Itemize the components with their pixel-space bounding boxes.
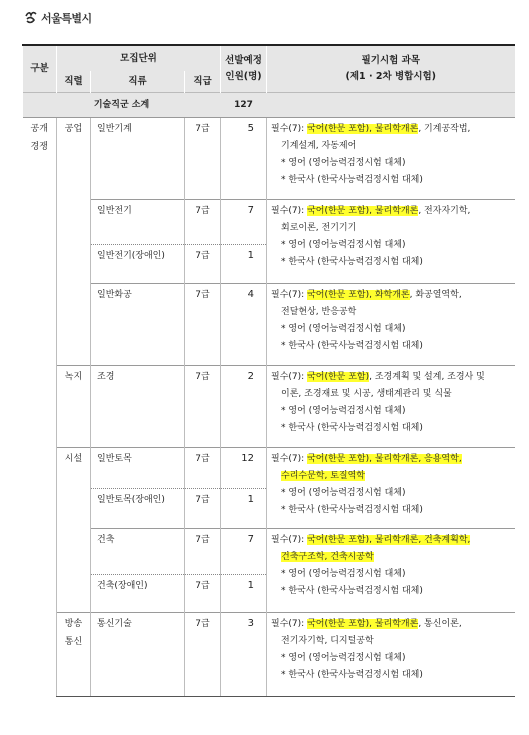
group-line1: 방송 [64,619,83,629]
header-subjects-line2: (제1 · 2차 병합시험) [345,71,437,82]
highlighted-subjects-line2: 건축구조학, 건축시공학 [281,552,374,562]
summary-empty [267,93,515,118]
subjects-rest: , 전자자기학, [418,206,471,216]
optional-english: * 영어 (영어능력검정시험 대체) [281,240,406,250]
header-count-line1: 선발예정 [225,55,262,66]
job-cell: 일반전기 [91,200,185,245]
header-category: 구분 [23,45,57,93]
optional-history: * 한국사 (한국사능력검정시험 대체) [281,423,423,433]
summary-count: 127 [221,93,267,118]
optional-history: * 한국사 (한국사능력검정시험 대체) [281,670,423,680]
job-cell: 일반기계 [91,118,185,200]
subjects-cell [267,613,515,697]
count-cell: 5 [221,118,267,200]
header-grade: 직급 [185,71,221,93]
optional-history: * 한국사 (한국사능력검정시험 대체) [281,505,423,515]
highlighted-subjects: 국어(한문 포함), 물리학개론 [307,206,419,216]
highlighted-subjects: 국어(한문 포함), 물리학개론, 응용역학, [307,454,462,464]
seoul-logo [24,10,92,26]
job-cell: 통신기술 [91,613,185,697]
highlighted-subjects: 국어(한문 포함), 화학개론 [307,290,410,300]
grade-cell: 7급 [185,366,221,448]
optional-english: * 영어 (영어능력검정시험 대체) [281,324,406,334]
required-label: 필수(7): [271,206,305,216]
subjects-cell [267,366,515,448]
grade-cell: 7급 [185,448,221,489]
count-cell: 7 [221,200,267,245]
group-cell: 시설 [57,448,91,613]
grade-cell: 7급 [185,245,221,284]
seoul-symbol-icon [24,11,38,25]
subjects-cell [267,529,515,613]
required-label: 필수(7): [271,124,305,134]
group-cell [57,613,91,697]
subjects-rest: , 기계공작법, [418,124,471,134]
required-label: 필수(7): [271,535,305,545]
category-line2: 경쟁 [30,142,48,152]
count-cell: 4 [221,284,267,366]
table-row [23,200,515,245]
count-cell: 2 [221,366,267,448]
header-count [221,45,267,93]
required-label: 필수(7): [271,290,305,300]
subjects-rest: , 통신이론, [418,619,462,629]
grade-cell: 7급 [185,529,221,575]
optional-english: * 영어 (영어능력검정시험 대체) [281,406,406,416]
optional-english: * 영어 (영어능력검정시험 대체) [281,158,406,168]
highlighted-subjects: 국어(한문 포함), 물리학개론 [307,619,419,629]
category-cell [23,118,57,697]
header-subjects [267,45,515,93]
optional-english: * 영어 (영어능력검정시험 대체) [281,488,406,498]
grade-cell: 7급 [185,613,221,697]
category-line1: 공개 [30,124,48,134]
group-cell: 공업 [57,118,91,366]
grade-cell: 7급 [185,200,221,245]
header-subjects-line1: 필기시험 과목 [361,55,420,66]
job-cell: 조경 [91,366,185,448]
subjects-rest-line2: 회로이론, 전기기기 [281,223,357,233]
table-row [23,448,515,489]
required-label: 필수(7): [271,372,305,382]
summary-label: 기술직군 소계 [23,93,221,118]
count-cell: 1 [221,575,267,613]
grade-cell: 7급 [185,118,221,200]
grade-cell: 7급 [185,284,221,366]
subjects-cell [267,118,515,200]
table-row [23,284,515,366]
highlighted-subjects: 국어(한문 포함), 물리학개론, 건축계획학, [307,535,471,545]
optional-history: * 한국사 (한국사능력검정시험 대체) [281,175,423,185]
logo-text: 서울특별시 [41,12,92,25]
optional-history: * 한국사 (한국사능력검정시험 대체) [281,341,423,351]
subjects-cell [267,284,515,366]
subjects-rest-line2: 전기자기학, 디지털공학 [281,636,374,646]
subjects-rest: , 화공열역학, [409,290,462,300]
count-cell: 1 [221,245,267,284]
count-cell: 1 [221,489,267,529]
job-cell: 일반화공 [91,284,185,366]
job-cell: 건축 [91,529,185,575]
job-cell: 건축(장애인) [91,575,185,613]
header-unit: 모집단위 [57,45,221,71]
optional-history: * 한국사 (한국사능력검정시험 대체) [281,257,423,267]
table-row [23,366,515,448]
summary-row [23,93,515,118]
job-cell: 일반토목(장애인) [91,489,185,529]
table-row [23,529,515,575]
required-label: 필수(7): [271,454,305,464]
group-cell: 녹지 [57,366,91,448]
optional-english: * 영어 (영어능력검정시험 대체) [281,569,406,579]
subjects-cell [267,448,515,529]
header-count-line2: 인원(명) [225,71,262,82]
job-cell: 일반토목 [91,448,185,489]
count-cell: 3 [221,613,267,697]
header-job: 직류 [91,71,185,93]
subjects-rest-line2: 기계설계, 자동제어 [281,141,357,151]
count-cell: 7 [221,529,267,575]
highlighted-subjects-line2: 수리수문학, 토질역학 [281,471,365,481]
group-line2: 통신 [64,637,83,647]
optional-english: * 영어 (영어능력검정시험 대체) [281,653,406,663]
recruitment-table [22,44,515,697]
optional-history: * 한국사 (한국사능력검정시험 대체) [281,586,423,596]
subjects-rest-line2: 전달현상, 반응공학 [281,307,357,317]
job-cell: 일반전기(장애인) [91,245,185,284]
subjects-rest-line2: 이론, 조경재료 및 시공, 생태계관리 및 식물 [281,389,452,399]
subjects-rest: , 조경계획 및 설계, 조경사 및 [369,372,485,382]
table-row [23,118,515,200]
grade-cell: 7급 [185,489,221,529]
highlighted-subjects: 국어(한문 포함) [307,372,370,382]
subjects-cell [267,200,515,284]
highlighted-subjects: 국어(한문 포함), 물리학개론 [307,124,419,134]
count-cell: 12 [221,448,267,489]
grade-cell: 7급 [185,575,221,613]
required-label: 필수(7): [271,619,305,629]
table-row [23,613,515,697]
header-group: 직렬 [57,71,91,93]
